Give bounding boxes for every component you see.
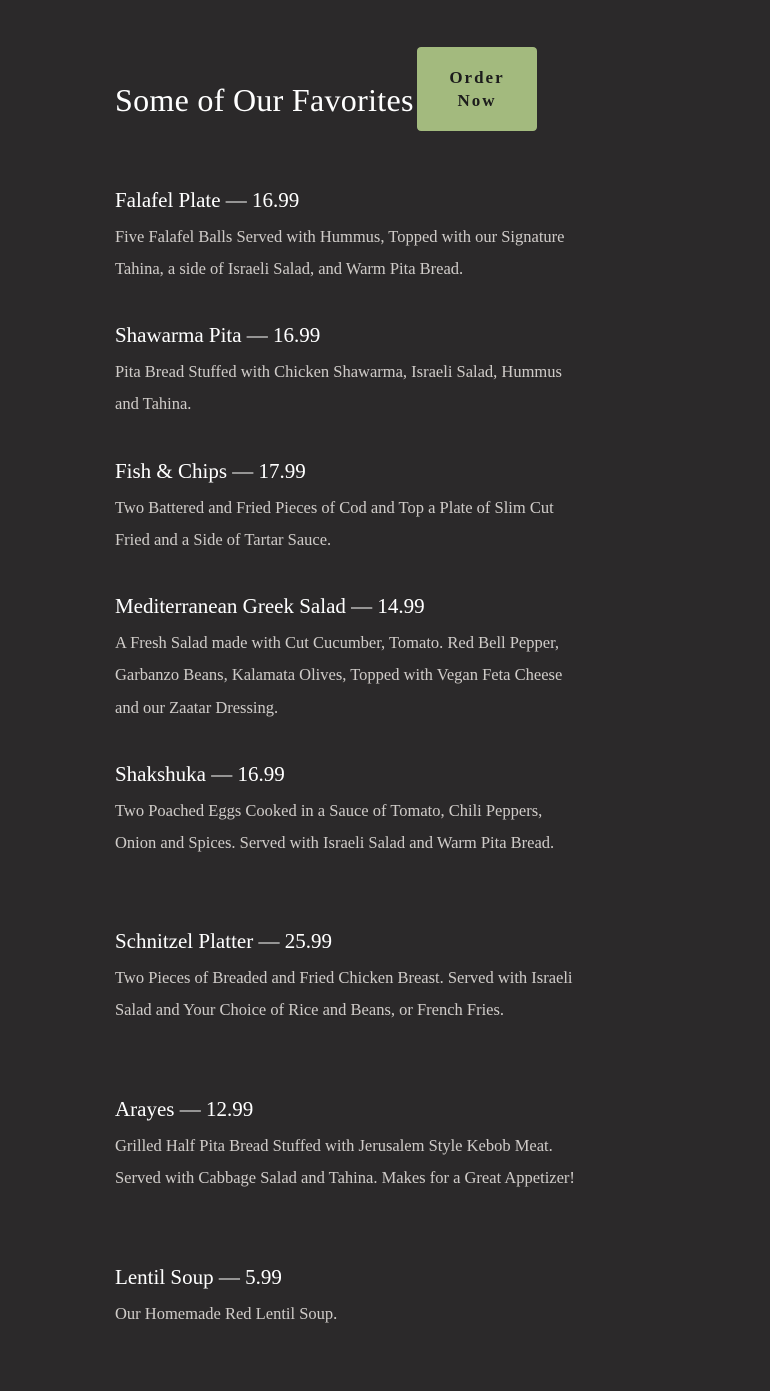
menu-item-title: Shakshuka — 16.99 (115, 762, 285, 786)
section-title: Some of Our Favorites (115, 82, 414, 118)
menu-item-title: Lentil Soup — 5.99 (115, 1265, 282, 1289)
menu-item-title: Schnitzel Platter — 25.99 (115, 929, 332, 953)
menu-item-title: Arayes — 12.99 (115, 1097, 254, 1121)
menu-item-description: Two Poached Eggs Cooked in a Sauce of Tomato, Chili Peppers, Onion and Spices. Served with Israeli Salad and Warm Pita Bread. (115, 801, 555, 853)
menu-item-fish-and-chips (115, 457, 575, 557)
menu-item-falafel-plate (115, 186, 575, 286)
menu-item-title: Mediterranean Greek Salad — 14.99 (115, 594, 425, 618)
order-now-button[interactable]: Order Now (417, 47, 537, 131)
menu-item-title: Falafel Plate — 16.99 (115, 188, 300, 212)
menu-item-description: Pita Bread Stuffed with Chicken Shawarma, Israeli Salad, Hummus and Tahina. (115, 362, 562, 414)
menu-item-mediterranean-greek-salad (115, 592, 575, 724)
menu-item-description: Our Homemade Red Lentil Soup. (115, 1304, 338, 1323)
menu-item-shakshuka (115, 760, 575, 860)
menu-item-lentil-soup (115, 1263, 575, 1330)
menu-item-description: Grilled Half Pita Bread Stuffed with Jerusalem Style Kebob Meat. Served with Cabbage Salad and Tahina. Makes for a Great Appetizer! (115, 1136, 575, 1188)
menu-item-schnitzel-platter (115, 927, 575, 1027)
menu-item-description: Two Battered and Fried Pieces of Cod and Top a Plate of Slim Cut Fried and a Side of Tartar Sauce. (115, 498, 554, 550)
menu-item-shawarma-pita (115, 321, 575, 421)
menu-item-title: Fish & Chips — 17.99 (115, 459, 306, 483)
menu-item-description: A Fresh Salad made with Cut Cucumber, Tomato. Red Bell Pepper, Garbanzo Beans, Kalamata Olives, Topped with Vegan Feta Cheese and our Zaatar Dressing. (115, 633, 563, 717)
menu-item-description: Five Falafel Balls Served with Hummus, Topped with our Signature Tahina, a side of Israeli Salad, and Warm Pita Bread. (115, 227, 565, 279)
menu-item-description: Two Pieces of Breaded and Fried Chicken Breast. Served with Israeli Salad and Your Choice of Rice and Beans, or French Fries. (115, 968, 573, 1020)
menu-item-arayes (115, 1095, 575, 1195)
menu-item-title: Shawarma Pita — 16.99 (115, 323, 321, 347)
